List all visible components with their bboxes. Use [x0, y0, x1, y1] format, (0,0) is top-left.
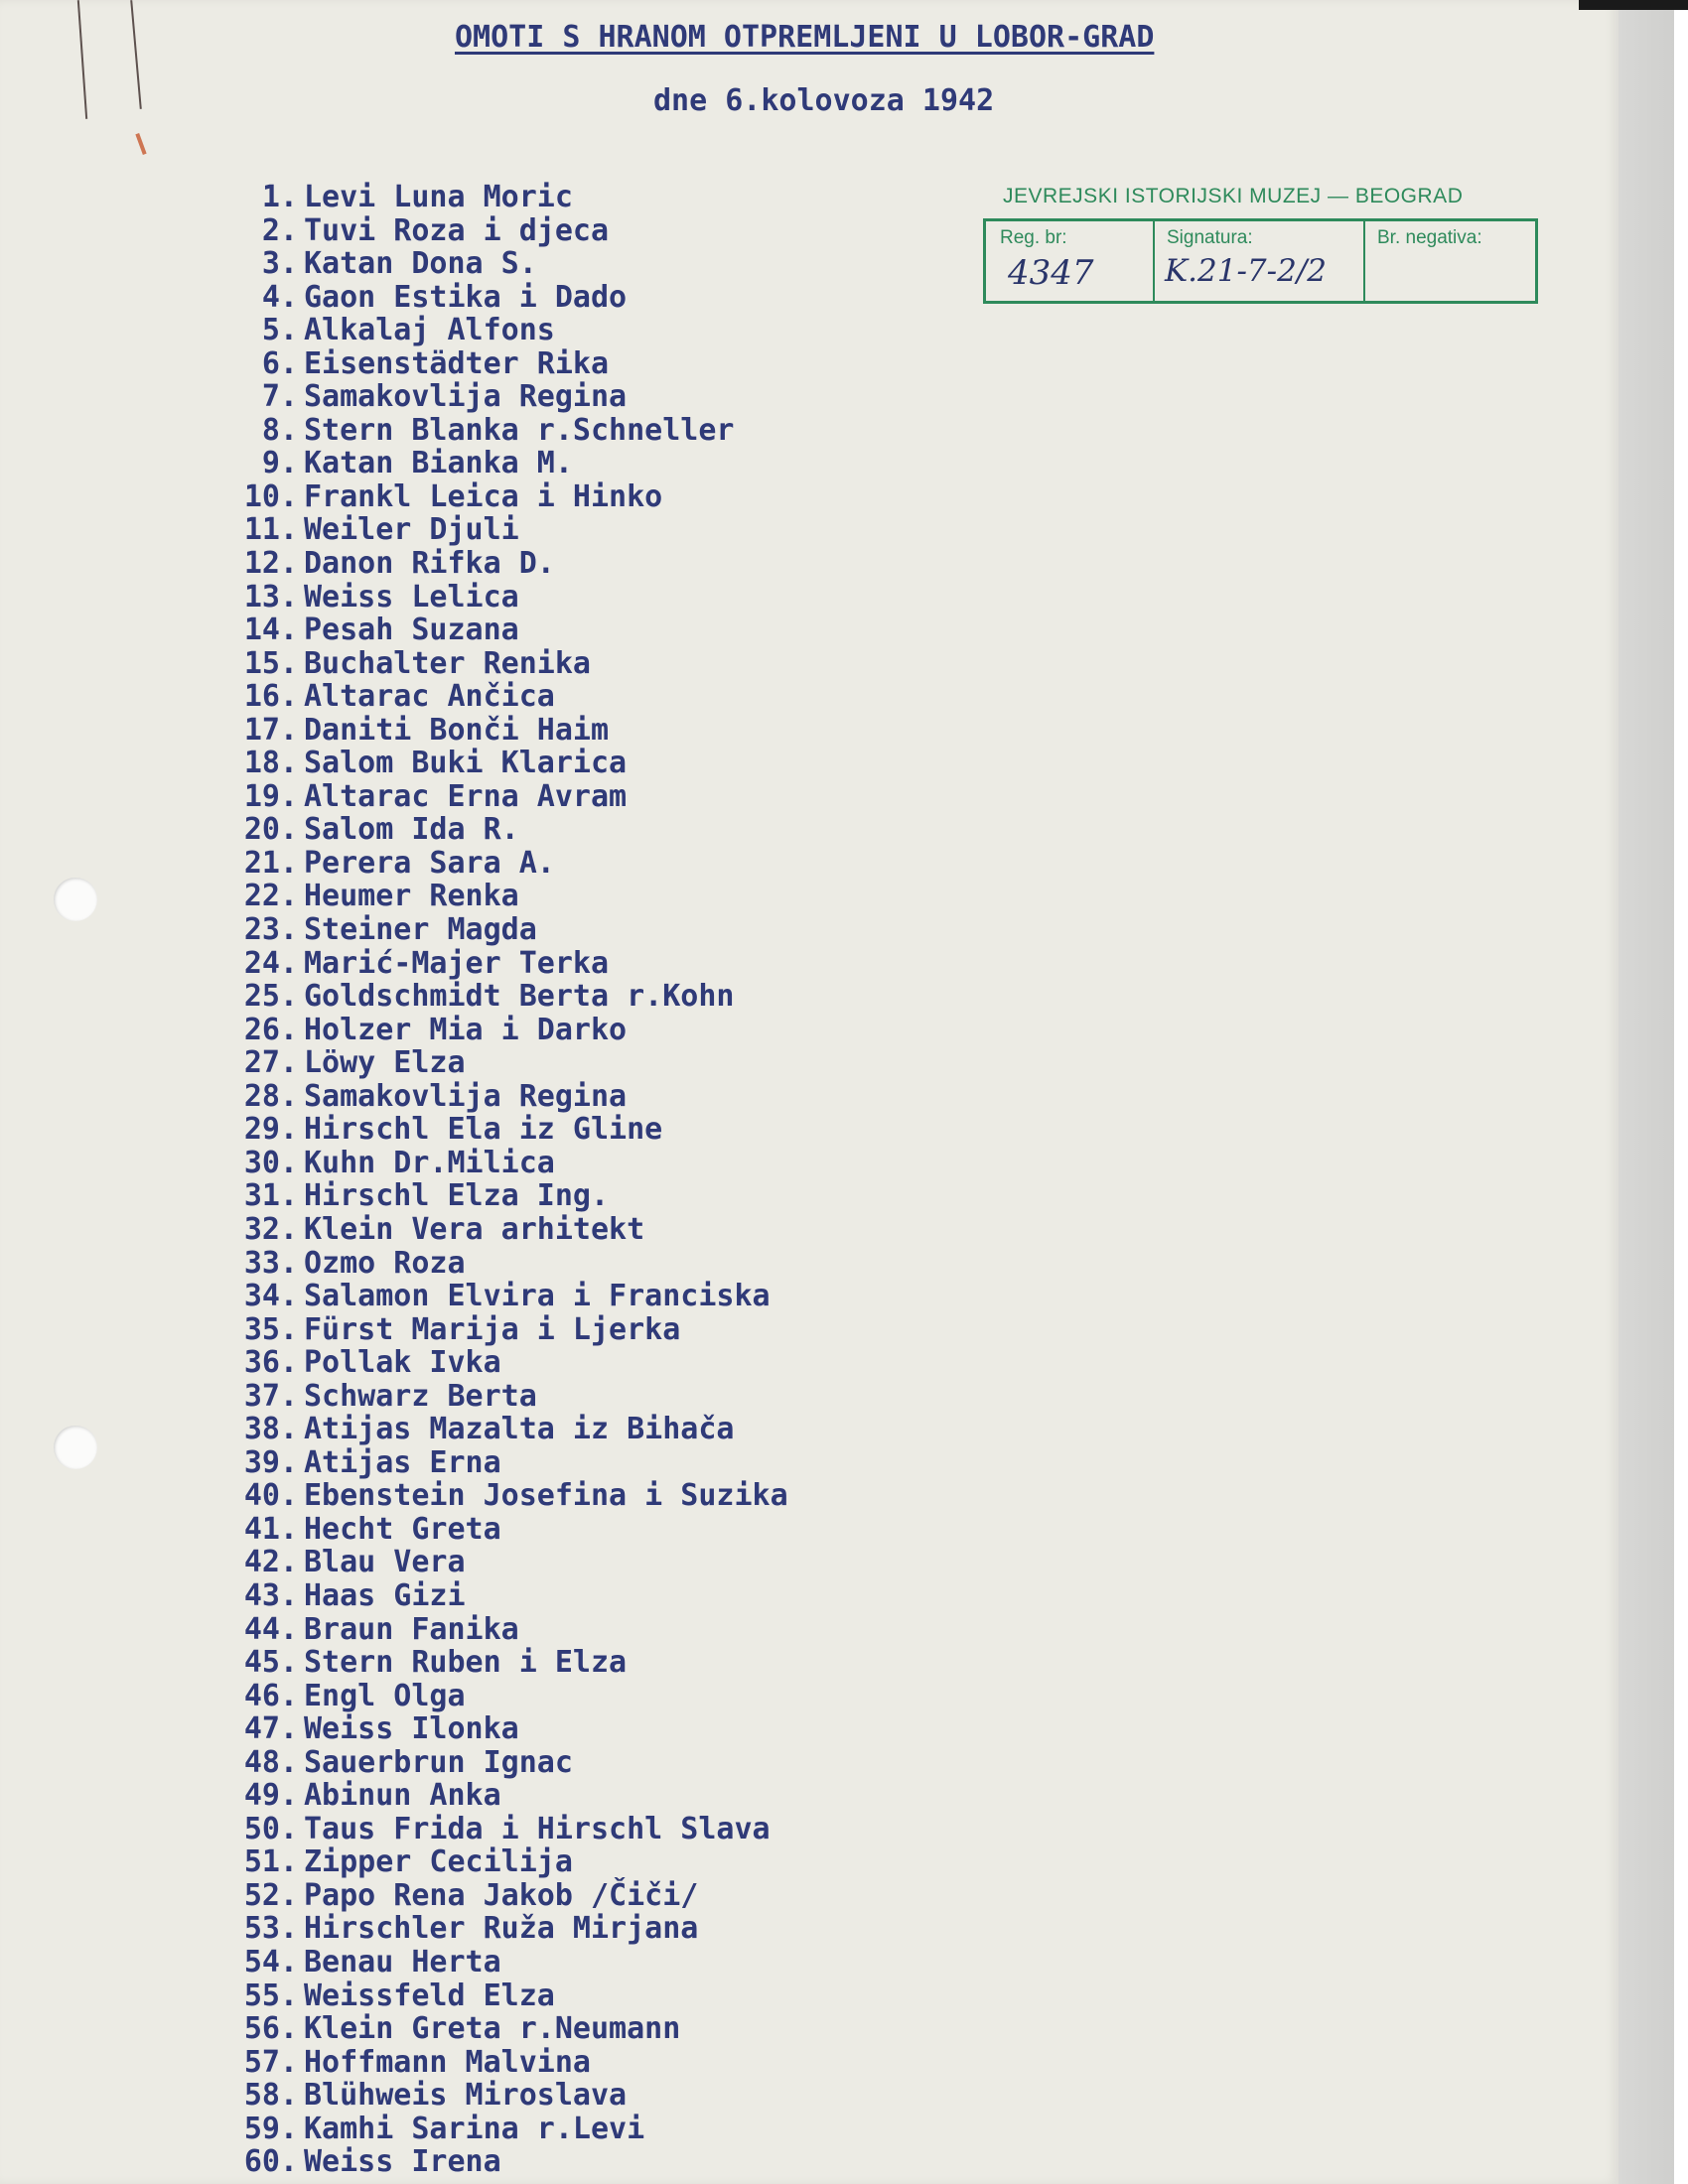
- entry-name: Zipper Cecilija: [304, 1844, 573, 1880]
- entry-name: Goldschmidt Berta r.Kohn: [304, 979, 735, 1015]
- stamp-cell-signatura: [1153, 221, 1365, 301]
- list-item: [213, 714, 788, 748]
- entry-number: 22.: [243, 879, 298, 914]
- stamp-signatura-value: K.21-7-2/2: [1165, 253, 1328, 289]
- entry-number: 1.: [261, 180, 298, 214]
- stamp-cell-negativ: [1363, 221, 1535, 301]
- list-item: [213, 1179, 788, 1213]
- entry-name: Stern Ruben i Elza: [304, 1645, 628, 1681]
- entry-number: 49.: [243, 1778, 298, 1814]
- list-item: [213, 1946, 788, 1979]
- page-edge-shadow: [1618, 0, 1674, 2184]
- list-item: [213, 1746, 788, 1780]
- list-item: [213, 1413, 788, 1446]
- entry-number: 19.: [243, 778, 298, 814]
- list-item: [213, 1014, 788, 1047]
- list-item: [213, 1912, 788, 1946]
- list-item: [213, 314, 788, 347]
- entry-name: Klein Vera arhitekt: [304, 1211, 645, 1247]
- list-item: [213, 1147, 788, 1180]
- entry-name: Daniti Bonči Haim: [304, 712, 610, 748]
- entry-name: Haas Gizi: [304, 1577, 466, 1613]
- entry-name: Abinun Anka: [304, 1778, 501, 1814]
- list-item: [213, 547, 788, 581]
- entry-number: 56.: [243, 2011, 298, 2047]
- stamp-reg-label: Reg. br:: [1000, 227, 1067, 248]
- entry-name: Benau Herta: [304, 1944, 501, 1979]
- list-item: [213, 1813, 788, 1846]
- entry-number: 6.: [261, 345, 298, 381]
- entry-number: 58.: [243, 2078, 298, 2114]
- stamp-reg-value: 4347: [1008, 253, 1094, 293]
- list-item: [213, 1346, 788, 1380]
- list-item: [213, 581, 788, 614]
- scanner-edge: [1579, 0, 1688, 10]
- entry-name: Tuvi Roza i djeca: [304, 212, 610, 248]
- entry-name: Atijas Mazalta iz Bihača: [304, 1412, 735, 1447]
- entry-name: Ebenstein Josefina i Suzika: [304, 1478, 788, 1514]
- entry-number: 35.: [243, 1311, 298, 1347]
- entry-number: 59.: [243, 2111, 298, 2146]
- entry-number: 5.: [261, 313, 298, 348]
- list-item: [213, 1080, 788, 1114]
- entry-name: Hirschl Ela iz Gline: [304, 1112, 663, 1148]
- list-item: [213, 2145, 788, 2179]
- entry-name: Kamhi Sarina r.Levi: [304, 2111, 645, 2146]
- entry-name: Hecht Greta: [304, 1511, 501, 1547]
- entry-name: Marić-Majer Terka: [304, 945, 610, 981]
- entry-name: Papo Rena Jakob /Čiči/: [304, 1877, 699, 1913]
- list-item: [213, 614, 788, 647]
- entry-number: 40.: [243, 1478, 298, 1514]
- list-item: [213, 880, 788, 913]
- list-item: [213, 947, 788, 981]
- list-item: [213, 414, 788, 448]
- entry-number: 24.: [243, 945, 298, 981]
- archive-stamp: [983, 183, 1537, 318]
- list-item: [213, 813, 788, 847]
- entry-number: 25.: [243, 979, 298, 1015]
- entry-name: Holzer Mia i Darko: [304, 1012, 628, 1047]
- entry-name: Pollak Ivka: [304, 1345, 501, 1381]
- entry-name: Schwarz Berta: [304, 1378, 537, 1414]
- entry-name: Altarac Erna Avram: [304, 778, 628, 814]
- entry-name: Salamon Elvira i Franciska: [304, 1279, 771, 1314]
- stamp-museum-name: JEVREJSKI ISTORIJSKI MUZEJ — BEOGRAD: [1003, 185, 1464, 207]
- list-item: [213, 1579, 788, 1613]
- entry-number: 33.: [243, 1245, 298, 1281]
- list-item: [213, 913, 788, 947]
- stamp-cell-reg: [986, 221, 1155, 301]
- list-item: [213, 780, 788, 814]
- entry-number: 20.: [243, 812, 298, 848]
- entry-number: 51.: [243, 1844, 298, 1880]
- list-item: [213, 1113, 788, 1147]
- entry-name: Sauerbrun Ignac: [304, 1744, 573, 1780]
- list-item: [213, 1446, 788, 1480]
- entry-number: 4.: [261, 279, 298, 315]
- entry-name: Buchalter Renika: [304, 645, 591, 681]
- entry-number: 42.: [243, 1545, 298, 1580]
- entry-name: Steiner Magda: [304, 912, 537, 948]
- entry-name: Atijas Erna: [304, 1444, 501, 1480]
- stamp-negativ-label: Br. negativa:: [1377, 227, 1482, 248]
- entry-name: Heumer Renka: [304, 879, 519, 914]
- list-item: [213, 1680, 788, 1713]
- list-item: [213, 847, 788, 881]
- entry-name: Danon Rifka D.: [304, 546, 555, 582]
- list-item: [213, 1646, 788, 1680]
- entry-number: 39.: [243, 1444, 298, 1480]
- list-item: [213, 1513, 788, 1547]
- entry-number: 21.: [243, 845, 298, 881]
- list-item: [213, 1879, 788, 1913]
- entry-number: 46.: [243, 1678, 298, 1713]
- pencil-mark: [77, 0, 87, 119]
- entry-number: 27.: [243, 1045, 298, 1081]
- entry-name: Weiss Irena: [304, 2144, 501, 2180]
- entry-name: Blau Vera: [304, 1545, 466, 1580]
- entry-number: 30.: [243, 1145, 298, 1180]
- entry-number: 57.: [243, 2044, 298, 2080]
- entry-name: Pesah Suzana: [304, 613, 519, 648]
- entry-number: 7.: [261, 379, 298, 415]
- entry-number: 13.: [243, 579, 298, 614]
- entry-number: 60.: [243, 2144, 298, 2180]
- list-item: [213, 747, 788, 780]
- entry-number: 45.: [243, 1645, 298, 1681]
- list-item: [213, 281, 788, 315]
- list-item: [213, 1046, 788, 1080]
- entry-number: 38.: [243, 1412, 298, 1447]
- list-item: [213, 447, 788, 480]
- entry-name: Eisenstädter Rika: [304, 345, 610, 381]
- entry-number: 28.: [243, 1078, 298, 1114]
- list-item: [213, 2012, 788, 2046]
- entry-name: Löwy Elza: [304, 1045, 466, 1081]
- entry-number: 9.: [261, 446, 298, 481]
- list-item: [213, 1479, 788, 1513]
- entry-number: 34.: [243, 1279, 298, 1314]
- entry-name: Frankl Leica i Hinko: [304, 478, 663, 514]
- entry-number: 36.: [243, 1345, 298, 1381]
- entry-name: Samakovlija Regina: [304, 379, 628, 415]
- entry-number: 31.: [243, 1178, 298, 1214]
- entry-name: Gaon Estika i Dado: [304, 279, 628, 315]
- entry-number: 17.: [243, 712, 298, 748]
- list-item: [213, 1712, 788, 1746]
- list-item: [213, 1546, 788, 1579]
- entry-name: Weiler Djuli: [304, 512, 519, 548]
- names-list: [213, 181, 788, 2179]
- entry-number: 48.: [243, 1744, 298, 1780]
- entry-name: Levi Luna Moric: [304, 180, 573, 214]
- entry-number: 12.: [243, 546, 298, 582]
- entry-number: 50.: [243, 1811, 298, 1846]
- punch-hole: [54, 878, 97, 921]
- entry-number: 23.: [243, 912, 298, 948]
- pencil-mark: [130, 0, 142, 109]
- list-item: [213, 2113, 788, 2146]
- entry-number: 47.: [243, 1711, 298, 1747]
- entry-number: 18.: [243, 746, 298, 781]
- entry-number: 3.: [261, 246, 298, 282]
- entry-number: 26.: [243, 1012, 298, 1047]
- punch-hole: [54, 1426, 97, 1469]
- list-item: [213, 680, 788, 714]
- entry-number: 53.: [243, 1911, 298, 1947]
- entry-name: Blühweis Miroslava: [304, 2078, 628, 2114]
- entry-name: Alkalaj Alfons: [304, 313, 555, 348]
- entry-name: Taus Frida i Hirschl Slava: [304, 1811, 771, 1846]
- entry-name: Engl Olga: [304, 1678, 466, 1713]
- entry-number: 55.: [243, 1978, 298, 2013]
- list-item: [213, 214, 788, 248]
- entry-number: 11.: [243, 512, 298, 548]
- list-item: [213, 1280, 788, 1313]
- entry-name: Klein Greta r.Neumann: [304, 2011, 681, 2047]
- list-item: [213, 1979, 788, 2013]
- entry-number: 10.: [243, 478, 298, 514]
- entry-number: 41.: [243, 1511, 298, 1547]
- document-title: OMOTI S HRANOM OTPREMLJENI U LOBOR-GRAD: [455, 20, 1155, 55]
- pencil-mark: [135, 133, 146, 155]
- entry-name: Ozmo Roza: [304, 1245, 466, 1281]
- entry-number: 14.: [243, 613, 298, 648]
- list-item: [213, 181, 788, 214]
- list-item: [213, 380, 788, 414]
- entry-name: Katan Dona S.: [304, 246, 537, 282]
- list-item: [213, 1313, 788, 1347]
- entry-number: 8.: [261, 412, 298, 448]
- list-item: [213, 513, 788, 547]
- entry-name: Salom Ida R.: [304, 812, 519, 848]
- entry-name: Fürst Marija i Ljerka: [304, 1311, 681, 1347]
- list-item: [213, 480, 788, 514]
- entry-name: Samakovlija Regina: [304, 1078, 628, 1114]
- entry-name: Salom Buki Klarica: [304, 746, 628, 781]
- entry-number: 16.: [243, 679, 298, 715]
- list-item: [213, 1845, 788, 1879]
- list-item: [213, 1380, 788, 1414]
- entry-name: Altarac Ančica: [304, 679, 555, 715]
- entry-number: 44.: [243, 1611, 298, 1647]
- entry-number: 43.: [243, 1577, 298, 1613]
- entry-name: Braun Fanika: [304, 1611, 519, 1647]
- entry-name: Weissfeld Elza: [304, 1978, 555, 2013]
- entry-name: Hirschl Elza Ing.: [304, 1178, 610, 1214]
- list-item: [213, 1613, 788, 1647]
- entry-number: 37.: [243, 1378, 298, 1414]
- list-item: [213, 1213, 788, 1247]
- entry-number: 15.: [243, 645, 298, 681]
- entry-name: Hoffmann Malvina: [304, 2044, 591, 2080]
- list-item: [213, 980, 788, 1014]
- entry-number: 54.: [243, 1944, 298, 1979]
- list-item: [213, 247, 788, 281]
- entry-name: Kuhn Dr.Milica: [304, 1145, 555, 1180]
- entry-number: 32.: [243, 1211, 298, 1247]
- stamp-box: [983, 218, 1538, 304]
- entry-name: Weiss Lelica: [304, 579, 519, 614]
- entry-name: Katan Bianka M.: [304, 446, 573, 481]
- entry-name: Stern Blanka r.Schneller: [304, 412, 735, 448]
- list-item: [213, 1779, 788, 1813]
- entry-number: 2.: [261, 212, 298, 248]
- list-item: [213, 347, 788, 381]
- entry-name: Hirschler Ruža Mirjana: [304, 1911, 699, 1947]
- entry-number: 29.: [243, 1112, 298, 1148]
- entry-name: Weiss Ilonka: [304, 1711, 519, 1747]
- list-item: [213, 2079, 788, 2113]
- entry-name: Perera Sara A.: [304, 845, 555, 881]
- list-item: [213, 1247, 788, 1281]
- list-item: [213, 647, 788, 681]
- entry-number: 52.: [243, 1877, 298, 1913]
- document-date: dne 6.kolovoza 1942: [653, 83, 995, 118]
- stamp-signatura-label: Signatura:: [1167, 227, 1253, 248]
- list-item: [213, 2046, 788, 2080]
